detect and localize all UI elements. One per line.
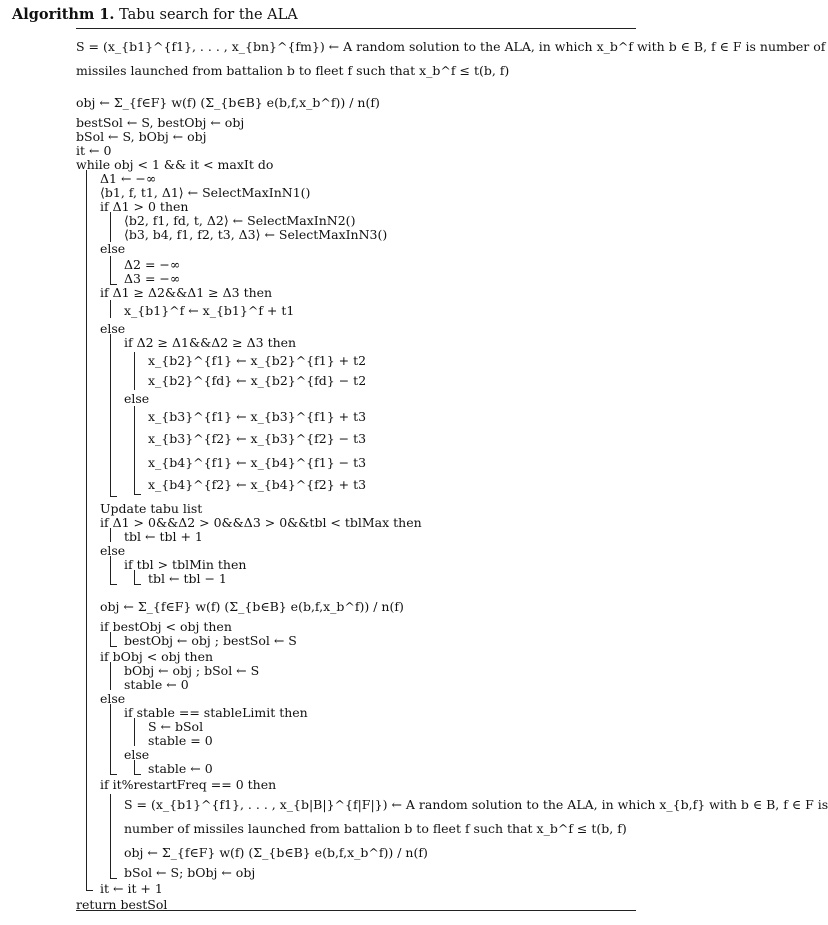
algorithm-line: if bObj < obj then — [100, 649, 214, 664]
algorithm-line: else — [100, 321, 126, 336]
else-foot-1 — [110, 284, 117, 285]
algorithm-line: return bestSol — [76, 897, 168, 912]
algorithm-line: S = (x_{b1}^{f1}, . . . , x_{b|B|}^{f|F|}) ← A random solution to the ALA, in which x_{b,f} with b ∈ B, f ∈ F is — [124, 797, 828, 812]
algorithm-line: while obj < 1 && it < maxIt do — [76, 157, 274, 172]
stable-if-bar — [134, 718, 135, 746]
algorithm-line: if Δ1 ≥ Δ2&&Δ1 ≥ Δ3 then — [100, 285, 273, 300]
algorithm-line: bSol ← S; bObj ← obj — [124, 865, 256, 880]
restart-bar — [110, 794, 111, 878]
tbl-else-foot — [110, 584, 117, 585]
algorithm-line: if Δ1 > 0 then — [100, 199, 189, 214]
algorithm-line: ⟨b3, b4, f1, f2, t3, Δ3⟩ ← SelectMaxInN3() — [124, 227, 388, 242]
algorithm-line: if tbl > tblMin then — [124, 557, 247, 572]
if-then-bar — [110, 212, 111, 242]
algorithm-line: missiles launched from battalion b to fleet f such that x_b^f ≤ t(b, f) — [76, 63, 510, 78]
algorithm-line: x_{b4}^{f1} ← x_{b4}^{f1} − t3 — [148, 455, 367, 470]
tbl-if-bar — [110, 528, 111, 542]
algorithm-line: bObj ← obj ; bSol ← S — [124, 663, 260, 678]
algorithm-line: it ← it + 1 — [100, 881, 163, 896]
algorithm-line: obj ← Σ_{f∈F} w(f) (Σ_{b∈B} e(b,f,x_b^f)) / n(f) — [76, 95, 380, 110]
algorithm-line: S ← bSol — [148, 719, 204, 734]
while-block-foot — [86, 890, 93, 891]
algorithm-line: if Δ1 > 0&&Δ2 > 0&&Δ3 > 0&&tbl < tblMax then — [100, 515, 422, 530]
algorithm-line: x_{b3}^{f1} ← x_{b3}^{f1} + t3 — [148, 409, 367, 424]
inner-else-foot — [134, 494, 141, 495]
inner-else-bar — [134, 406, 135, 494]
algorithm-line: else — [124, 747, 150, 762]
caption-title: Tabu search for the ALA — [119, 7, 298, 23]
tbl-min-foot — [134, 584, 141, 585]
stable-else-inner-foot — [134, 774, 141, 775]
algorithm-line: else — [124, 391, 150, 406]
algorithm-caption — [12, 6, 298, 23]
algorithm-line: Δ3 = −∞ — [124, 271, 181, 286]
algorithm-line: if stable == stableLimit then — [124, 705, 308, 720]
else-bar-2 — [110, 334, 111, 496]
algorithm-line: ⟨b2, f1, fd, t, Δ2⟩ ← SelectMaxInN2() — [124, 213, 356, 228]
algorithm-line: it ← 0 — [76, 143, 112, 158]
stable-else-inner-bar — [134, 760, 135, 774]
else-bar-1 — [110, 256, 111, 284]
algorithm-line: obj ← Σ_{f∈F} w(f) (Σ_{b∈B} e(b,f,x_b^f)) / n(f) — [124, 845, 428, 860]
algorithm-line: tbl ← tbl − 1 — [148, 571, 227, 586]
algorithm-line: obj ← Σ_{f∈F} w(f) (Σ_{b∈B} e(b,f,x_b^f)) / n(f) — [100, 599, 404, 614]
inner-if-bar — [134, 352, 135, 390]
stable-else-bar — [110, 704, 111, 774]
tbl-else-bar — [110, 556, 111, 584]
algorithm-line: x_{b1}^f ← x_{b1}^f + t1 — [124, 303, 295, 318]
while-block-bar — [86, 170, 87, 890]
algorithm-line: Update tabu list — [100, 501, 203, 516]
algorithm-line: x_{b2}^{fd} ← x_{b2}^{fd} − t2 — [148, 373, 367, 388]
algorithm-line: else — [100, 241, 126, 256]
restart-foot — [110, 878, 117, 879]
if-bar-2 — [110, 300, 111, 318]
algorithm-line: Δ1 ← −∞ — [100, 171, 157, 186]
algorithm-top-rule — [76, 28, 636, 29]
algorithm-line: bestSol ← S, bestObj ← obj — [76, 115, 245, 130]
algorithm-line: if Δ2 ≥ Δ1&&Δ2 ≥ Δ3 then — [124, 335, 297, 350]
algorithm-line: ⟨b1, f, t1, Δ1⟩ ← SelectMaxInN1() — [100, 185, 311, 200]
stable-else-foot — [110, 774, 117, 775]
best-if-bar — [110, 632, 111, 646]
algorithm-line: number of missiles launched from battalion b to fleet f such that x_b^f ≤ t(b, f) — [124, 821, 627, 836]
algorithm-line: x_{b2}^{f1} ← x_{b2}^{f1} + t2 — [148, 353, 367, 368]
algorithm-line: Δ2 = −∞ — [124, 257, 181, 272]
tbl-min-bar — [134, 570, 135, 584]
algorithm-line: S = (x_{b1}^{f1}, . . . , x_{bn}^{fm}) ← A random solution to the ALA, in which x_b^f with b ∈ B, f ∈ F is number of — [76, 39, 826, 54]
algorithm-line: else — [100, 691, 126, 706]
algorithm-line: bestObj ← obj ; bestSol ← S — [124, 633, 297, 648]
algorithm-line: stable = 0 — [148, 733, 213, 748]
algorithm-line: if bestObj < obj then — [100, 619, 232, 634]
algorithm-line: tbl ← tbl + 1 — [124, 529, 203, 544]
caption-label: Algorithm 1. — [12, 6, 115, 23]
else-foot-2 — [110, 496, 117, 497]
algorithm-line: stable ← 0 — [124, 677, 189, 692]
algorithm-line: bSol ← S, bObj ← obj — [76, 129, 207, 144]
best-if-foot — [110, 646, 117, 647]
bobj-if-bar — [110, 662, 111, 690]
algorithm-line: else — [100, 543, 126, 558]
algorithm-line: x_{b4}^{f2} ← x_{b4}^{f2} + t3 — [148, 477, 367, 492]
algorithm-line: stable ← 0 — [148, 761, 213, 776]
algorithm-line: if it%restartFreq == 0 then — [100, 777, 277, 792]
algorithm-line: x_{b3}^{f2} ← x_{b3}^{f2} − t3 — [148, 431, 367, 446]
algorithm-bottom-rule — [76, 910, 636, 911]
